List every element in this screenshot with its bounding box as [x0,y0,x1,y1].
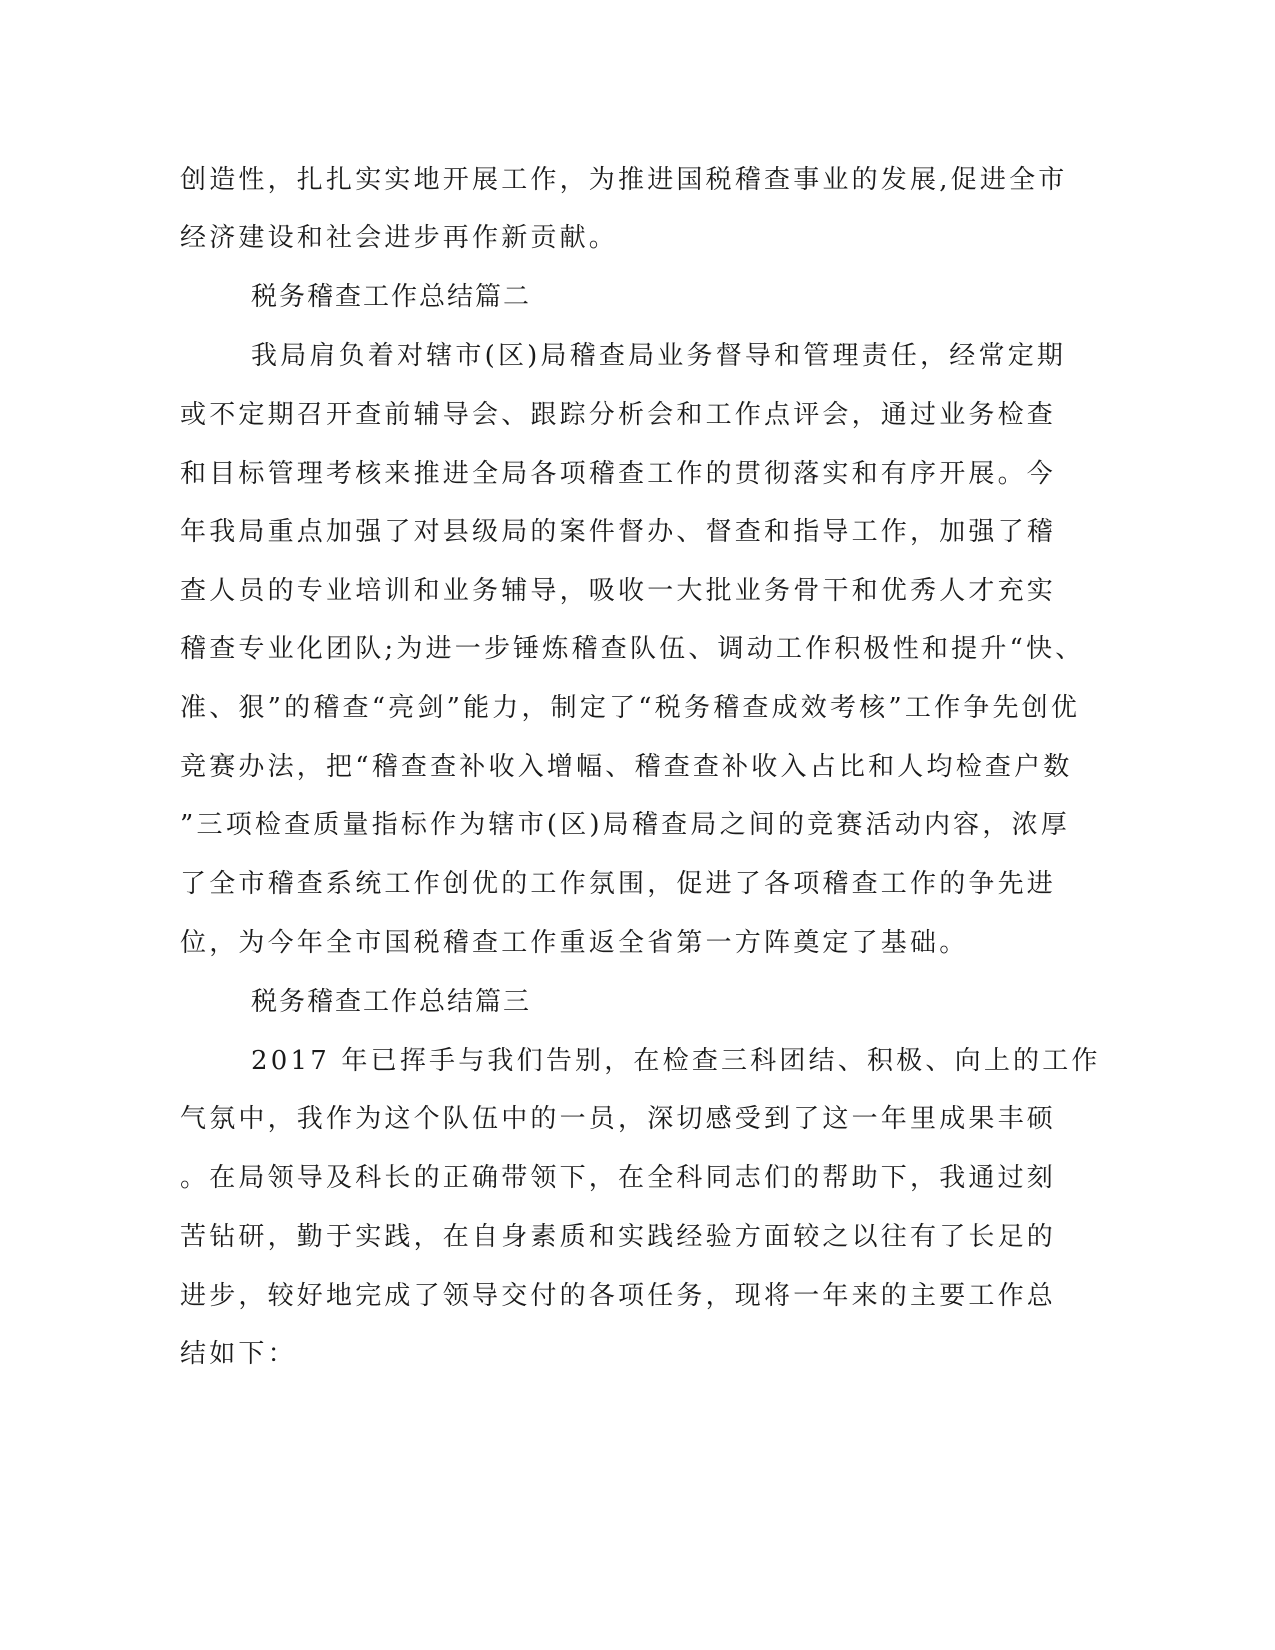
text-line: 2017 年已挥手与我们告别，在检查三科团结、积极、向上的工作 [251,1046,1101,1076]
text-line: 稽查专业化团队;为进一步锤炼稽查队伍、调动工作积极性和提升“快、 [180,634,1085,664]
text-line: 年我局重点加强了对县级局的案件督办、督查和指导工作，加强了稽 [180,517,1057,547]
text-line: 竞赛办法，把“稽查查补收入增幅、稽查查补收入占比和人均检查户数 [180,752,1073,782]
section-heading: 税务稽查工作总结篇二 [251,282,532,312]
text-line: 进步，较好地完成了领导交付的各项任务，现将一年来的主要工作总 [180,1281,1057,1311]
text-line: 我局肩负着对辖市(区)局稽查局业务督导和管理责任，经常定期 [251,341,1067,371]
text-line: 查人员的专业培训和业务辅导，吸收一大批业务骨干和优秀人才充实 [180,576,1057,606]
text-line: 创造性，扎扎实实地开展工作，为推进国税稽查事业的发展,促进全市 [180,165,1068,195]
text-line: 结如下： [180,1339,297,1369]
text-line: 经济建设和社会进步再作新贡献。 [180,223,619,253]
section-heading: 税务稽查工作总结篇三 [251,987,532,1017]
text-line: 位，为今年全市国税稽查工作重返全省第一方阵奠定了基础。 [180,928,969,958]
text-line: 苦钻研，勤于实践，在自身素质和实践经验方面较之以往有了长足的 [180,1222,1057,1252]
text-line: 准、狠”的稽查“亮剑”能力，制定了“税务稽查成效考核”工作争先创优 [180,693,1081,723]
text-line: 气氛中，我作为这个队伍中的一员，深切感受到了这一年里成果丰硕 [180,1104,1057,1134]
text-line: 和目标管理考核来推进全局各项稽查工作的贯彻落实和有序开展。今 [180,459,1057,489]
text-line: 了全市稽查系统工作创优的工作氛围，促进了各项稽查工作的争先进 [180,869,1057,899]
text-line: 。在局领导及科长的正确带领下，在全科同志们的帮助下，我通过刻 [180,1163,1057,1193]
text-line: 或不定期召开查前辅导会、跟踪分析会和工作点评会，通过业务检查 [180,400,1057,430]
text-line: ”三项检查质量指标作为辖市(区)局稽查局之间的竞赛活动内容，浓厚 [180,810,1070,840]
